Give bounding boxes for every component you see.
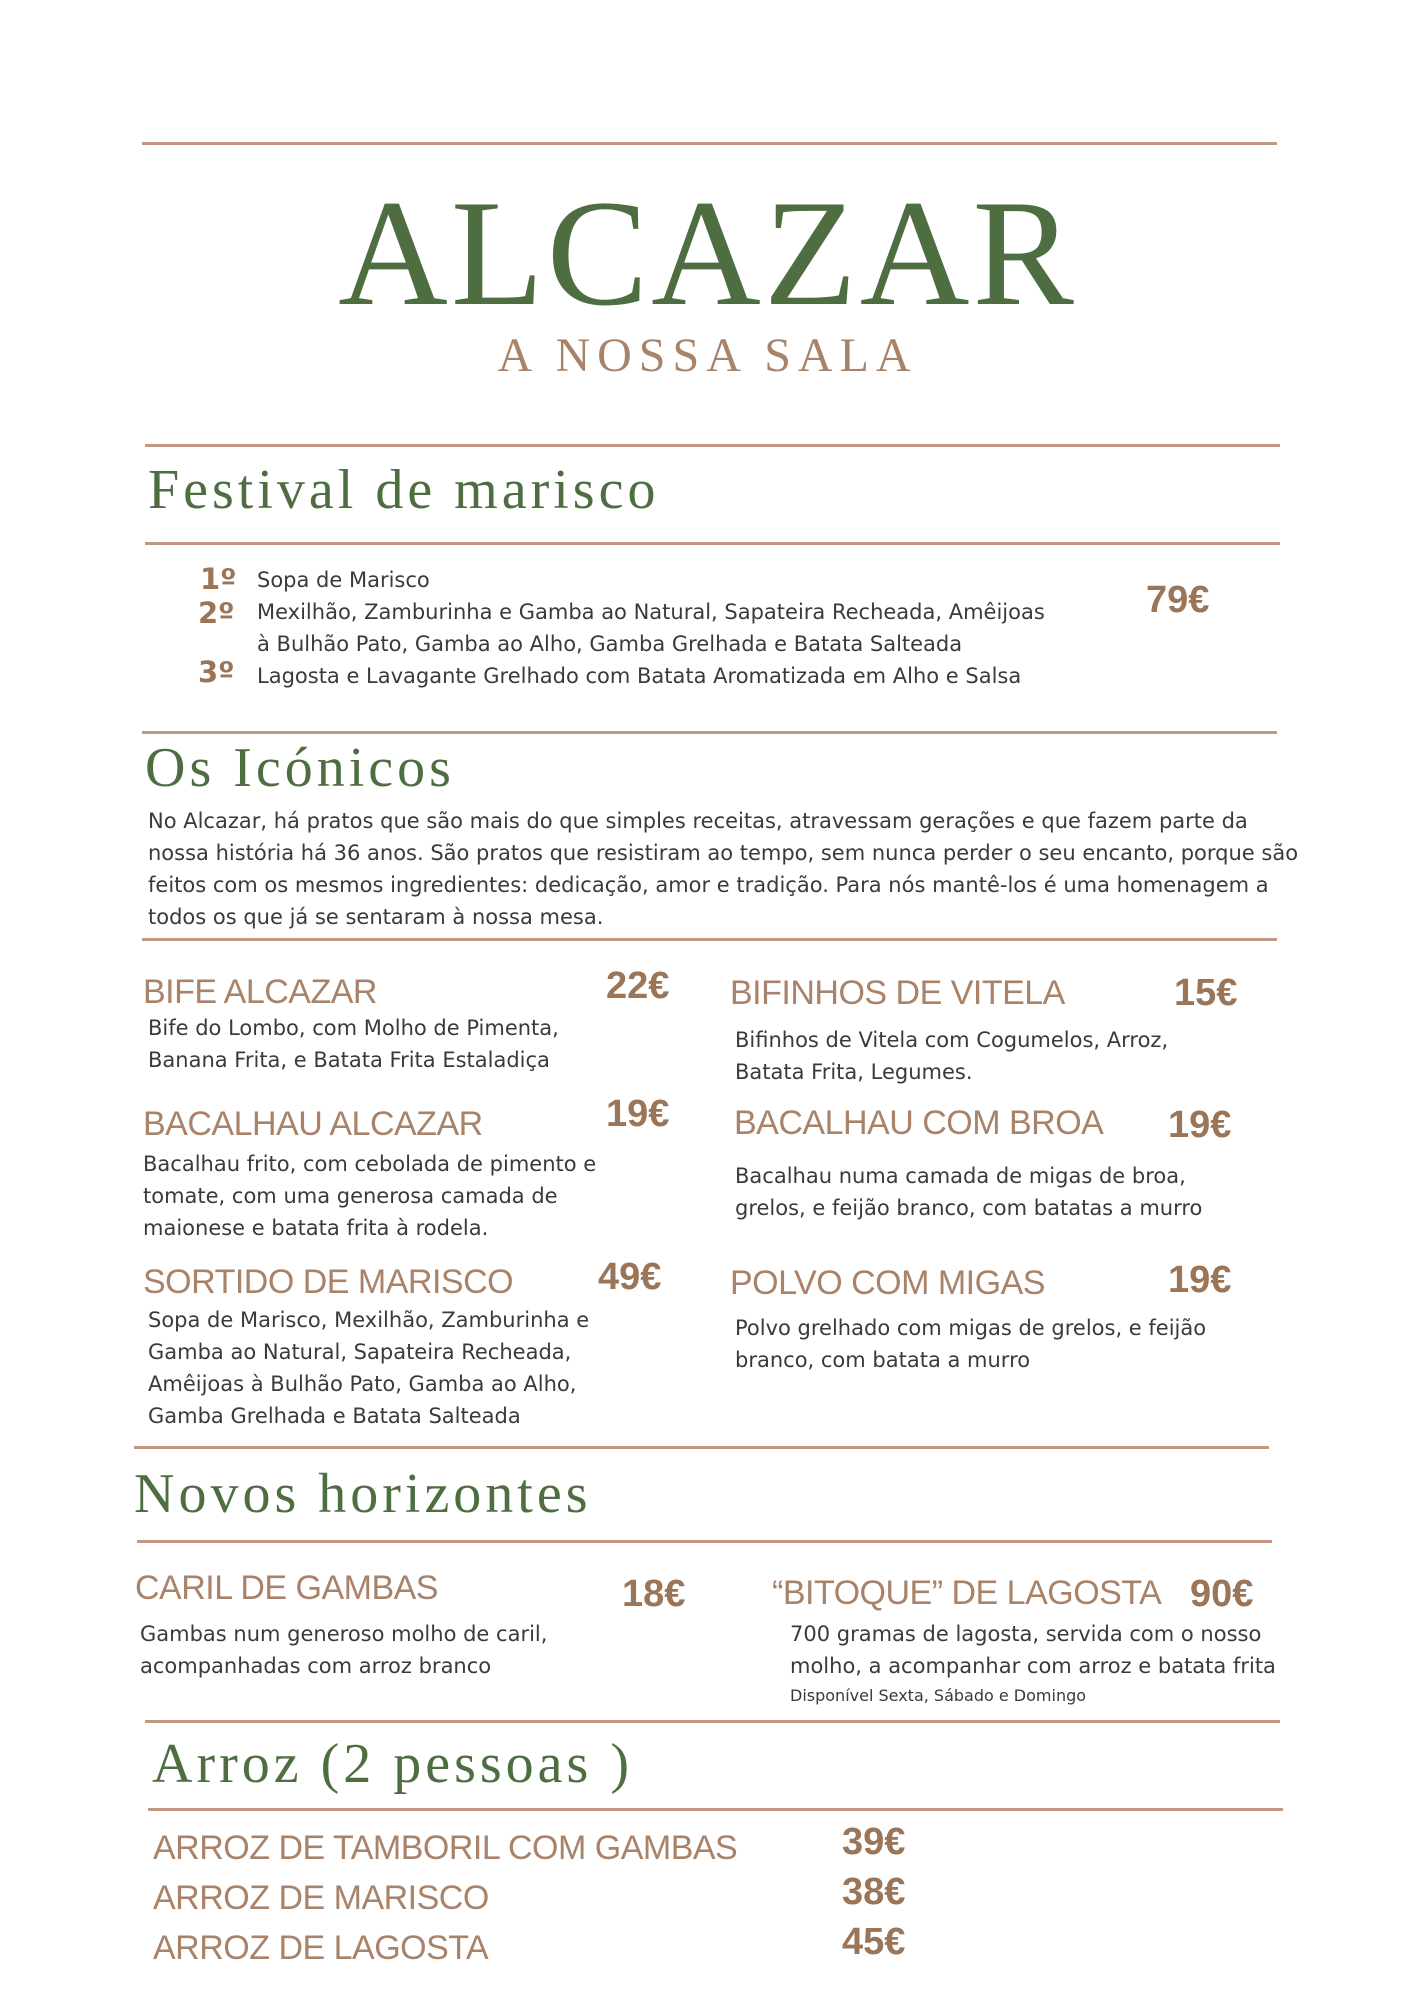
- dish-desc-bacalhau-alcazar-3: maionese e batata frita à rodela.: [143, 1216, 489, 1240]
- dish-desc-bacalhau-com-broa-2: grelos, e feijão branco, com batatas a murro: [735, 1196, 1203, 1220]
- course-number-2: 2º: [198, 596, 235, 630]
- course-description-2-line-1: Mexilhão, Zamburinha e Gamba ao Natural, Sapateira Recheada, Amêijoas: [257, 600, 1045, 624]
- dish-desc-sortido-de-marisco-4: Gamba Grelhada e Batata Salteada: [148, 1404, 521, 1428]
- course-description-2-line-2: à Bulhão Pato, Gamba ao Alho, Gamba Grelhada e Batata Salteada: [257, 632, 963, 656]
- dish-price-bife-alcazar: 22€: [606, 965, 670, 1007]
- dish-desc-bifinhos-de-vitela-1: Bifinhos de Vitela com Cogumelos, Arroz,: [735, 1028, 1169, 1052]
- dish-desc-bitoque-de-lagosta-2: molho, a acompanhar com arroz e batata frita: [790, 1654, 1276, 1678]
- dish-desc-bifinhos-de-vitela-2: Batata Frita, Legumes.: [735, 1060, 973, 1084]
- dish-desc-caril-de-gambas-1: Gambas num generoso molho de caril,: [140, 1622, 548, 1646]
- availability-note: Disponível Sexta, Sábado e Domingo: [790, 1686, 1087, 1705]
- dish-desc-bacalhau-alcazar-2: tomate, com uma generosa camada de: [143, 1184, 558, 1208]
- dish-desc-bacalhau-alcazar-1: Bacalhau frito, com cebolada de pimento e: [143, 1152, 597, 1176]
- course-description-1: Sopa de Marisco: [257, 568, 430, 592]
- dish-desc-sortido-de-marisco-3: Amêijoas à Bulhão Pato, Gamba ao Alho,: [148, 1372, 577, 1396]
- dish-desc-bitoque-de-lagosta-1: 700 gramas de lagosta, servida com o nosso: [790, 1622, 1262, 1646]
- restaurant-subtitle: A NOSSA SALA: [497, 329, 918, 382]
- dish-desc-polvo-com-migas-1: Polvo grelhado com migas de grelos, e feijão: [735, 1316, 1207, 1340]
- arroz-item-price-1: 39€: [842, 1821, 906, 1863]
- course-description-3: Lagosta e Lavagante Grelhado com Batata Aromatizada em Alho e Salsa: [257, 664, 1022, 688]
- novos-section-title: Novos horizontes: [134, 1463, 592, 1525]
- dish-price-bacalhau-com-broa: 19€: [1168, 1104, 1232, 1146]
- course-number-1: 1º: [200, 562, 237, 596]
- arroz-section-title: Arroz (2 pessoas ): [152, 1733, 633, 1795]
- iconicos-bottom-divider: [142, 938, 1277, 941]
- dish-name-sortido-de-marisco: SORTIDO DE MARISCO: [143, 1263, 514, 1301]
- dish-name-bifinhos-de-vitela: BIFINHOS DE VITELA: [730, 974, 1065, 1012]
- iconicos-intro-line-1: No Alcazar, há pratos que são mais do que simples receitas, atravessam gerações e que fazem parte da: [148, 809, 1248, 833]
- dish-desc-sortido-de-marisco-1: Sopa de Marisco, Mexilhão, Zamburinha e: [148, 1308, 590, 1332]
- dish-price-sortido-de-marisco: 49€: [598, 1256, 662, 1298]
- dish-desc-bife-alcazar-2: Banana Frita, e Batata Frita Estaladiça: [148, 1048, 550, 1072]
- iconicos-intro-line-3: feitos com os mesmos ingredientes: dedicação, amor e tradição. Para nós mantê-los é uma homenagem a: [148, 873, 1269, 897]
- dish-desc-bife-alcazar-1: Bife do Lombo, com Molho de Pimenta,: [148, 1016, 559, 1040]
- dish-desc-caril-de-gambas-2: acompanhadas com arroz branco: [140, 1654, 492, 1678]
- festival-section-title: Festival de marisco: [148, 459, 660, 521]
- dish-name-bacalhau-alcazar: BACALHAU ALCAZAR: [143, 1105, 483, 1143]
- dish-name-bitoque-de-lagosta: “BITOQUE” DE LAGOSTA: [772, 1574, 1162, 1612]
- iconicos-section-title: Os Icónicos: [145, 737, 455, 799]
- dish-price-polvo-com-migas: 19€: [1168, 1259, 1232, 1301]
- iconicos-intro-line-4: todos os que já se sentaram à nossa mesa.: [148, 905, 604, 929]
- novos-top-divider: [134, 1446, 1269, 1449]
- dish-desc-sortido-de-marisco-2: Gamba ao Natural, Sapateira Recheada,: [148, 1340, 572, 1364]
- dish-price-bitoque-de-lagosta: 90€: [1190, 1573, 1254, 1615]
- arroz-item-price-2: 38€: [842, 1871, 906, 1913]
- dish-price-bifinhos-de-vitela: 15€: [1174, 972, 1238, 1014]
- dish-name-bacalhau-com-broa: BACALHAU COM BROA: [734, 1104, 1104, 1142]
- arroz-bottom-divider: [148, 1808, 1283, 1811]
- iconicos-intro-line-2: nossa história há 36 anos. São pratos que resistiram ao tempo, sem nunca perder o seu encanto, porque são: [148, 841, 1299, 865]
- arroz-item-name-2: ARROZ DE MARISCO: [153, 1879, 489, 1917]
- festival-bottom-divider: [145, 542, 1280, 545]
- arroz-item-name-3: ARROZ DE LAGOSTA: [153, 1929, 489, 1967]
- dish-name-bife-alcazar: BIFE ALCAZAR: [143, 973, 377, 1011]
- dish-desc-polvo-com-migas-2: branco, com batata a murro: [735, 1348, 1031, 1372]
- top-divider: [142, 142, 1277, 145]
- dish-desc-bacalhau-com-broa-1: Bacalhau numa camada de migas de broa,: [735, 1164, 1186, 1188]
- festival-top-divider: [145, 444, 1280, 447]
- arroz-item-name-1: ARROZ DE TAMBORIL COM GAMBAS: [153, 1829, 738, 1867]
- festival-price: 79€: [1146, 579, 1210, 621]
- dish-price-bacalhau-alcazar: 19€: [606, 1093, 670, 1135]
- arroz-item-price-3: 45€: [842, 1921, 906, 1963]
- dish-price-caril-de-gambas: 18€: [622, 1573, 686, 1615]
- iconicos-top-divider: [142, 731, 1277, 734]
- course-number-3: 3º: [198, 655, 235, 689]
- dish-name-polvo-com-migas: POLVO COM MIGAS: [730, 1264, 1045, 1302]
- novos-bottom-divider: [137, 1540, 1272, 1543]
- restaurant-title: ALCAZAR: [338, 169, 1077, 337]
- dish-name-caril-de-gambas: CARIL DE GAMBAS: [135, 1569, 438, 1607]
- arroz-top-divider: [145, 1720, 1280, 1723]
